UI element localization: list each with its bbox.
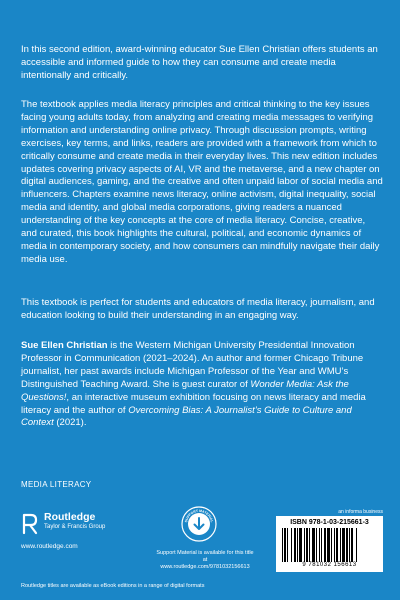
author-bio	[21, 340, 383, 430]
author-bio-text-1: is the Western Michigan University Presidential Innovation Professor in Communication (2021–2024). An author and former Chicago Tribune journalist, her past awards include Michigan Professor of the Year and WMU’s Distinguished Teaching Award. She is guest curator of	[21, 340, 364, 390]
routledge-logo-icon	[21, 513, 39, 535]
publisher-website: www.routledge.com	[21, 543, 78, 550]
author-work-title-1: Wonder Media: Ask the Questions!	[21, 378, 349, 403]
barcode-bars	[280, 528, 379, 562]
support-material-text	[155, 550, 255, 571]
isbn-label: ISBN 978-1-03-215661-3	[290, 519, 369, 526]
description-paragraph: The textbook applies media literacy principles and critical thinking to the key issues facing young adults today, from analyzing and creating media messages to verifying information and understanding online privacy. Through discussion prompts, writing exercises, key terms, and links, readers are provided with a framework from which to critically consume and create media in their everyday lives. This new edition includes updates covering privacy aspects of AI, VR and the metaverse, and a new chapter on digital audiences, gaming, and the creative and often unpaid labor of social media and influencers. Chapters examine news literacy, online activism, digital inequality, social media and identity, and global media corporations, giving readers a nuanced understanding of the key concepts at the core of media literacy. Concise, creative, and curated, this book highlights the cultural, political, and economic dynamics of media in contemporary society, and how consumers can mindfully navigate their daily media use.	[21, 99, 383, 265]
author-bio-text-2: , an interactive museum exhibition focusing on news literacy and media literacy and the author of	[21, 391, 366, 416]
author-bio-text-3: (2021).	[53, 417, 87, 429]
informa-tagline: an informa business	[338, 509, 383, 515]
author-name: Sue Ellen Christian	[21, 340, 108, 351]
support-line-1: Support Material is available for this title at	[156, 550, 254, 563]
audience-paragraph: This textbook is perfect for students and educators of media literacy, journalism, and education looking to build their understanding in an engaging way.	[21, 297, 375, 321]
author-work-title-2: Overcoming Bias: A Journalist’s Guide to Culture and Context	[21, 404, 352, 429]
support-url: www.routledge.com/9781032156613	[160, 564, 250, 570]
footer-note: Routledge titles are available as eBook editions in a range of digital formats	[21, 583, 205, 589]
support-material-icon	[181, 506, 217, 542]
publisher-name: Routledge	[44, 511, 96, 523]
subject-category: MEDIA LITERACY	[21, 480, 92, 489]
barcode-digits: 9 781032 156613	[302, 562, 357, 568]
intro-paragraph: In this second edition, award-winning educator Sue Ellen Christian offers students an accessible and informed guide to how they can consume and create media intentionally and critically.	[21, 44, 378, 81]
barcode	[276, 516, 383, 572]
publisher-group: Taylor & Francis Group	[44, 524, 106, 530]
support-badge-text: SUPPORT MATERIAL	[184, 508, 214, 523]
